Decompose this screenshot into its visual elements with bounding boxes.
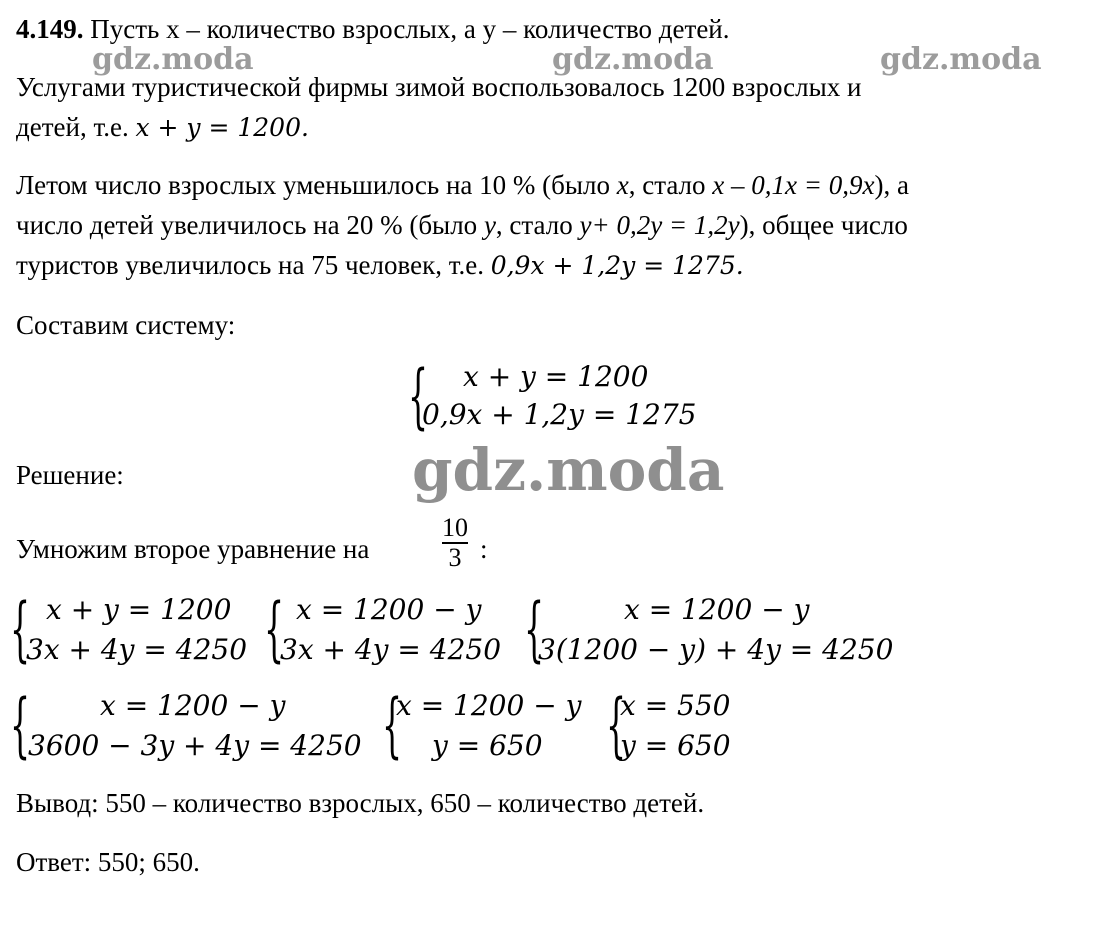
multiply-line: [16, 532, 369, 566]
answer: Ответ: 550; 650.: [16, 847, 200, 877]
equation: x = 550: [620, 689, 731, 722]
watermark-large: gdz.moda: [412, 436, 725, 504]
problem-number: 4.149.: [16, 14, 84, 44]
expr: x – 0,1x = 0,9x: [712, 170, 875, 200]
equation: x = 1200 − y: [296, 593, 482, 626]
watermark: gdz.moda: [880, 42, 1042, 77]
text: , стало: [628, 170, 713, 200]
equation: y = 650: [432, 729, 543, 762]
expr: y+ 0,2y = 1,2y: [579, 210, 740, 240]
brace: {: [10, 684, 31, 766]
equation: 0,9x + 1,2y = 1275: [422, 398, 697, 431]
brace: {: [408, 355, 429, 437]
denominator: 3: [448, 543, 462, 572]
equation: x = 1200 − y: [100, 689, 286, 722]
paragraph2-line1: [16, 168, 909, 202]
colon: :: [480, 534, 488, 564]
equation: y = 650: [620, 729, 731, 762]
equation: 0,9x + 1,2y = 1275.: [490, 251, 744, 280]
paragraph1-math: x + y = 1200.: [135, 113, 309, 142]
text: , стало: [495, 210, 580, 240]
equation: 3x + 4y = 4250: [280, 633, 502, 666]
var-x: x: [616, 170, 629, 200]
intro-text: Пусть x – количество взрослых, а y – количество детей.: [90, 14, 730, 44]
brace: {: [524, 588, 545, 670]
brace: {: [382, 684, 403, 766]
problem-intro: [16, 12, 730, 46]
brace: {: [264, 588, 285, 670]
equation-system: [264, 588, 514, 670]
equation: 3600 − 3y + 4y = 4250: [28, 729, 362, 762]
equation-system: [10, 588, 260, 670]
var-y: y: [483, 210, 496, 240]
text: ), общее число: [739, 210, 908, 240]
paragraph2-line2: [16, 208, 908, 242]
conclusion: Вывод: 550 – количество взрослых, 650 – количество детей.: [16, 788, 705, 818]
equation-system: [606, 684, 746, 766]
text: Умножим второе уравнение на: [16, 534, 370, 564]
watermark: gdz.moda: [552, 42, 714, 77]
system-label: Составим систему:: [16, 310, 236, 340]
numerator: 10: [442, 513, 468, 542]
solution-label: Решение:: [16, 460, 124, 490]
equation: x + y = 1200: [46, 593, 232, 626]
brace: {: [606, 684, 627, 766]
fraction: [442, 515, 468, 571]
equation: 3(1200 − y) + 4y = 4250: [538, 633, 894, 666]
text: туристов увеличилось на 75 человек, т.е.: [16, 250, 491, 280]
equation: x = 1200 − y: [624, 593, 810, 626]
watermark: gdz.moda: [92, 42, 254, 77]
paragraph2-line3: [16, 248, 744, 283]
text: число детей увеличилось на 20 % (было: [16, 210, 484, 240]
brace: {: [10, 588, 31, 670]
text: Летом число взрослых уменьшилось на 10 % (было: [16, 170, 617, 200]
text: ), а: [874, 170, 909, 200]
paragraph1-line2: [16, 110, 309, 145]
equation-system: [408, 355, 708, 437]
equation-system: [524, 588, 904, 670]
equation-system: [10, 684, 370, 766]
equation: 3x + 4y = 4250: [26, 633, 248, 666]
equation: x + y = 1200: [463, 360, 649, 393]
paragraph1-line1: Услугами туристической фирмы зимой воспользовалось 1200 взрослых и: [16, 72, 862, 102]
equation-system: [382, 684, 592, 766]
equation: x = 1200 − y: [396, 689, 582, 722]
paragraph1-text: детей, т.е.: [16, 112, 136, 142]
